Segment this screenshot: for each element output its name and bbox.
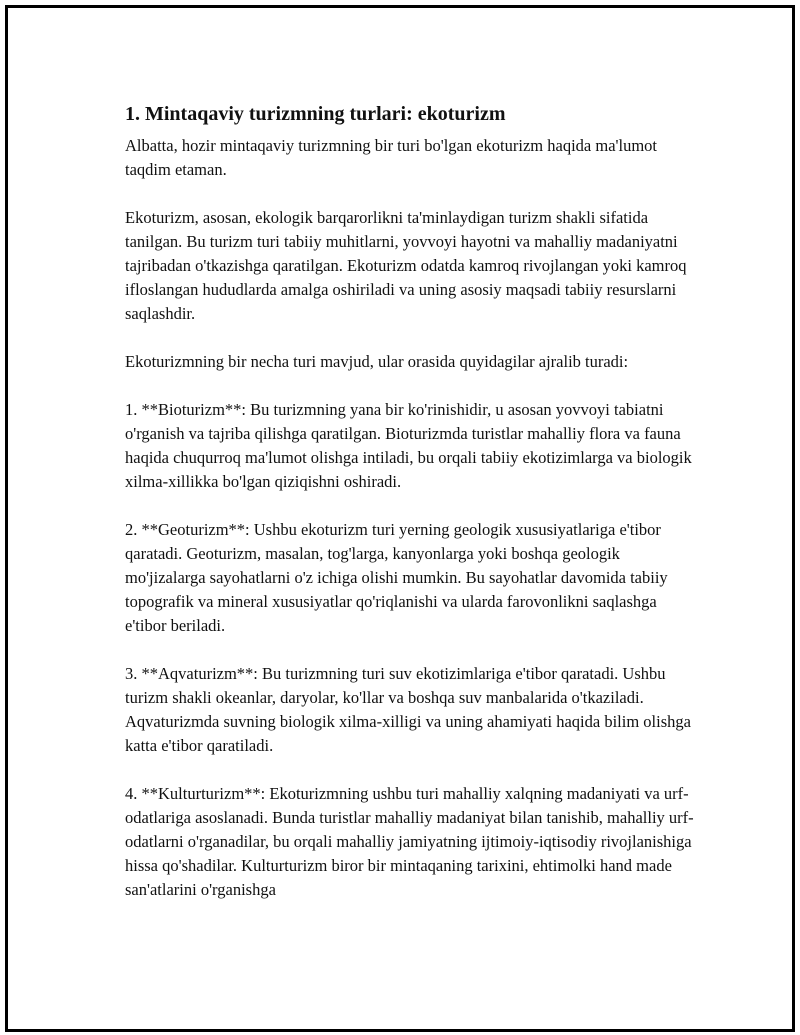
paragraph-aqvaturizm: 3. **Aqvaturizm**: Bu turizmning turi suv ekotizimlariga e'tibor qaratadi. Ushbu turizm shakli okeanlar, daryolar, ko'llar va boshqa suv manbalarida o'tkaziladi. Aqvaturizmda suvning biologik xilma-xilligi va uning ahamiyati haqida bilim olishga katta e'tibor qaratiladi. xyxy=(125,664,691,755)
paragraph-definition: Ekoturizm, asosan, ekologik barqarorlikni ta'minlaydigan turizm shakli sifatida tanilgan. Bu turizm turi tabiiy muhitlarni, yovvoyi hayotni va mahalliy madaniyatni tajribadan o'tkazishga qaratilgan. Ekoturizm odatda kamroq rivojlangan yoki kamroq ifloslangan hududlarda amalga oshiriladi va uning asosiy maqsadi tabiiy resurslarni saqlashdir. xyxy=(125,208,687,323)
paragraph-intro: Albatta, hozir mintaqaviy turizmning bir turi bo'lgan ekoturizm haqida ma'lumot taqdim etaman. xyxy=(125,136,657,179)
page-frame xyxy=(5,5,795,1032)
paragraph-geoturizm: 2. **Geoturizm**: Ushbu ekoturizm turi yerning geologik xususiyatlariga e'tibor qaratadi. Geoturizm, masalan, tog'larga, kanyonlarga yoki boshqa geologik mo'jizalarga sayohatlarni o'z ichiga olishi mumkin. Bu sayohatlar davomida tabiiy topografik va mineral xususiyatlar qo'riqlanishi va ularda farovonlikni saqlashga e'tibor beriladi. xyxy=(125,520,668,635)
paragraph-types-intro: Ekoturizmning bir necha turi mavjud, ular orasida quyidagilar ajralib turadi: xyxy=(125,352,629,371)
paragraph-bioturizm: 1. **Bioturizm**: Bu turizmning yana bir ko'rinishidir, u asosan yovvoyi tabiatni o'rganish va tajriba qilishga qaratilgan. Bioturizmda turistlar mahalliy flora va fauna haqida chuqurroq ma'lumot olishga intiladi, bu orqali tabiiy ekotizimlarga va biologik xilma-xillikka bo'lgan qiziqishni oshiradi. xyxy=(125,400,692,491)
document-body xyxy=(125,100,695,902)
document-title: 1. Mintaqaviy turizmning turlari: ekoturizm xyxy=(125,103,506,125)
paragraph-kulturturizm: 4. **Kulturturizm**: Ekoturizmning ushbu turi mahalliy xalqning madaniyati va urf-odatlariga asoslanadi. Bunda turistlar mahalliy madaniyat bilan tanishib, mahalliy urf-odatlarni o'rganadilar, bu orqali mahalliy jamiyatning ijtimoiy-iqtisodiy rivojlanishiga hissa qo'shadilar. Kulturturizm biror bir mintaqaning tarixini, ehtimolki hand made san'atlarini o'rganishga xyxy=(125,784,694,899)
